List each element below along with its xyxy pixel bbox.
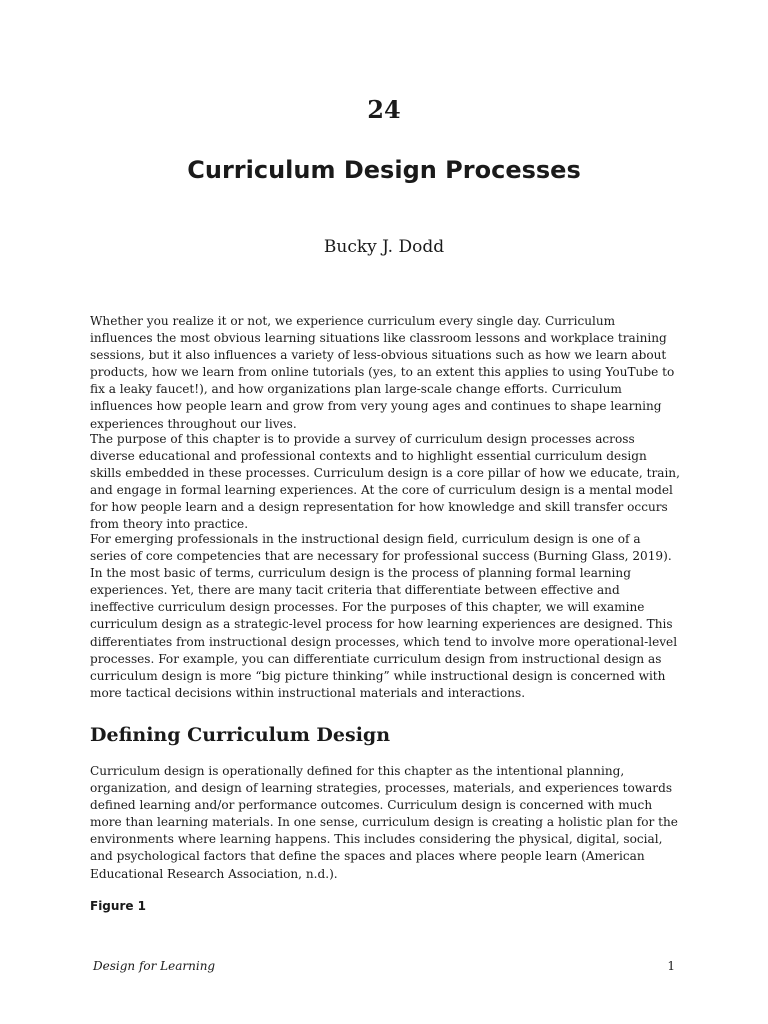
section-paragraph: Curriculum design is operationally defined for this chapter as the intentional planning, organization, and design of learning strategies, processes, materials, and experiences towards defined learning and/or performance outcomes. Curriculum design is concerned with much more than learning materials. In one sense, curriculum design is creating a holistic plan for the environments where learning happens. This includes considering the physical, digital, social, and psychological factors that define the spaces and places where people learn (American Educational Research Association, n.d.). — [90, 764, 678, 881]
chapter-title: Curriculum Design Processes — [187, 156, 581, 184]
section-heading: Defining Curriculum Design — [90, 724, 391, 746]
intro-paragraph-1: Whether you realize it or not, we experience curriculum every single day. Curriculum influences the most obvious learning situations like classroom lessons and workplace training sessions, but it also influences a variety of less-obvious situations such as how we learn about products, how we learn from online tutorials (yes, to an extent this applies to using YouTube to fix a leaky faucet!), and how organizations plan large-scale change efforts. Curriculum influences how people learn and grow from very young ages and continues to shape learning experiences throughout our lives. — [90, 314, 675, 431]
chapter-number: 24 — [367, 95, 401, 124]
chapter-author: Bucky J. Dodd — [323, 237, 445, 257]
intro-paragraph-3: For emerging professionals in the instructional design field, curriculum design is one of a series of core competencies that are necessary for professional success (Burning Glass, 2019). In the most basic of terms, curriculum design is the process of planning formal learning experiences. Yet, there are many tacit criteria that differentiate between effective and ineffective curriculum design processes. For the purposes of this chapter, we will examine curriculum design as a strategic-level process for how learning experiences are designed. This differentiates from instructional design processes, which tend to involve more operational-level processes. For example, you can differentiate curriculum design from instructional design as curriculum design is more “big picture thinking” while instructional design is concerned with more tactical decisions within instructional materials and interactions. — [90, 532, 678, 700]
footer-book-title: Design for Learning — [93, 959, 216, 973]
figure-label: Figure 1 — [90, 899, 147, 913]
intro-paragraph-2: The purpose of this chapter is to provide a survey of curriculum design processes across diverse educational and professional contexts and to highlight essential curriculum design skills embedded in these processes. Curriculum design is a core pillar of how we educate, train, and engage in formal learning experiences. At the core of curriculum design is a mental model for how people learn and a design representation for how knowledge and skill transfer occurs from theory into practice. — [90, 432, 680, 532]
footer-page-number: 1 — [667, 959, 675, 973]
